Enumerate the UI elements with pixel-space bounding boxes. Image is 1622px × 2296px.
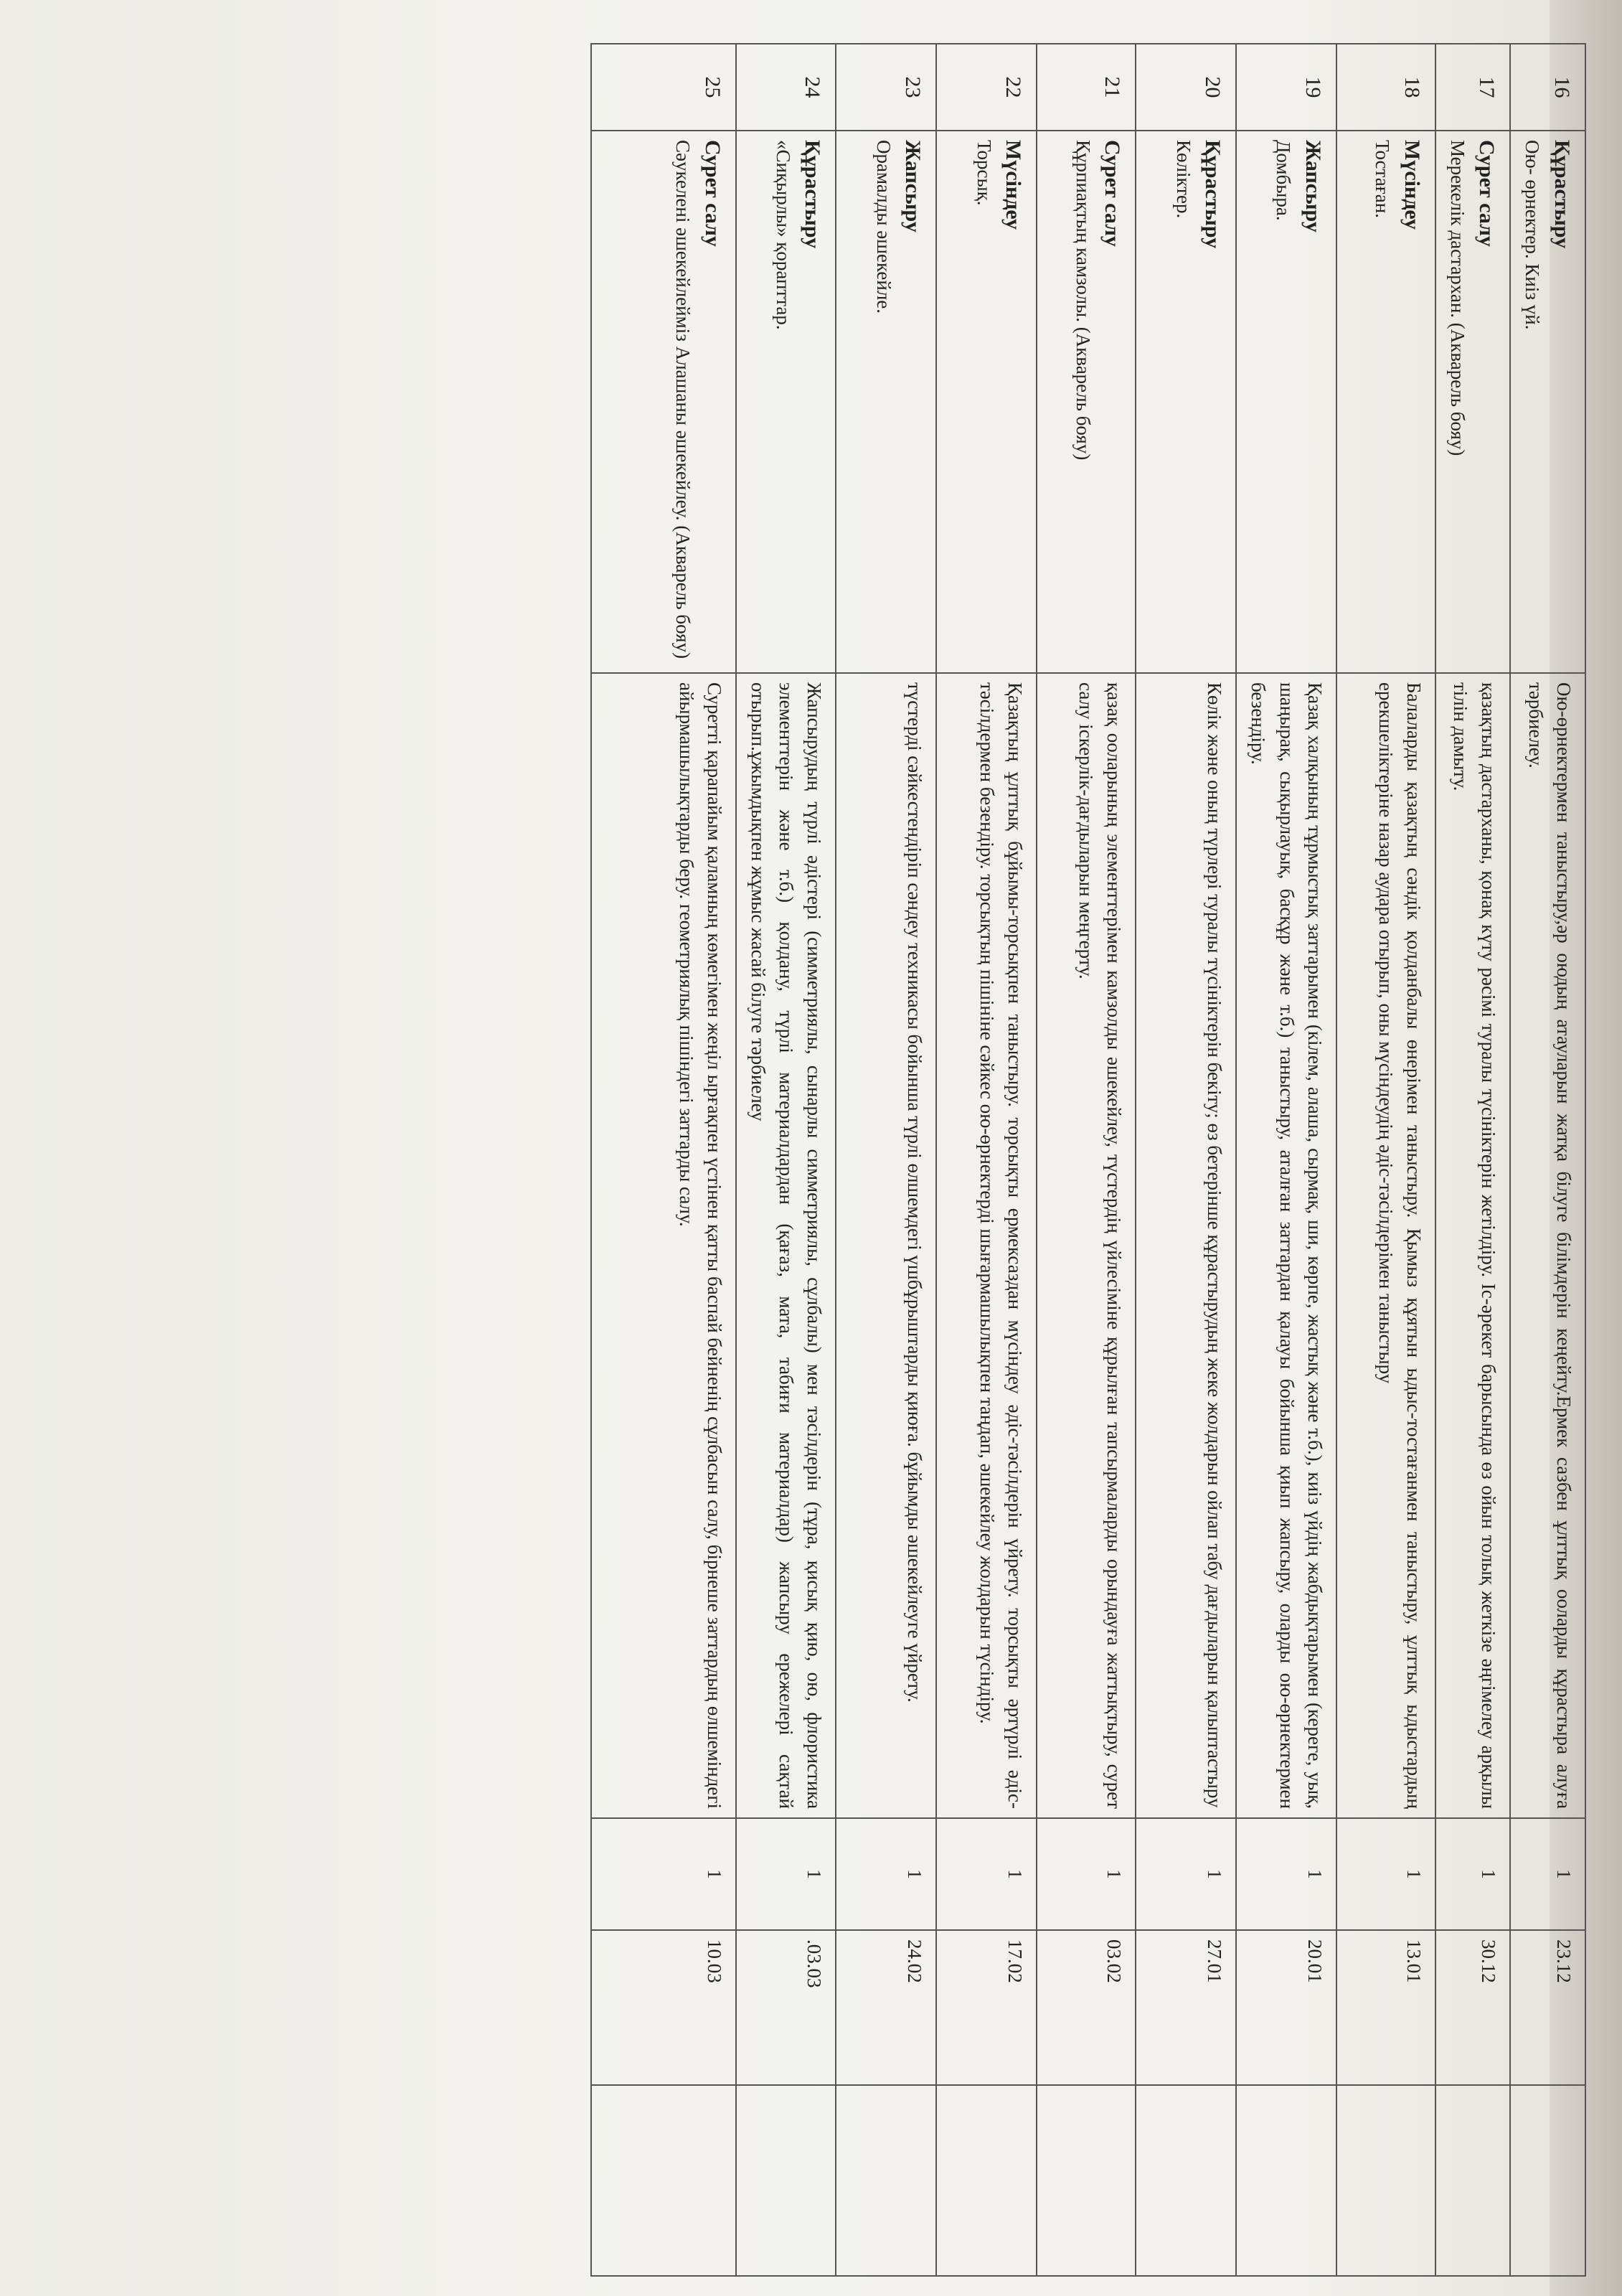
lesson-topic: Орамалды әшекейле. [872, 140, 895, 314]
lesson-goal: Қазақтың ұлттық бұйымы-торсықпен таныстыру. торсықты ермексаздан мүсіндеу әдіс-тәсілдерін үйрету. торсықты әртүрлі әдіс-тәсілдермен безендіру. торсықтың пішініне сәйкес ою-өрнектерді шығармашылықпен таңдап, әшекейлеу жолдарын түсіндіру. [936, 673, 1037, 1818]
lesson-goal: Қазақ халқының тұрмыстық заттарымен (кілем, алаша, сырмақ, ши, көрпе, жастық және т.б.), киіз үйдің жабдықтарымен (кереге, уық, шаңырақ, сықырлауық, басқұр және т.б.) таныстыру, аталған заттардан қалауы бойынша қиып жапсыру, оларды ою-өрнектермен безендіру. [1236, 673, 1336, 1818]
note-cell [591, 2085, 736, 2276]
lesson-date: 23.12 [1510, 1930, 1585, 2085]
note-cell [1336, 2085, 1435, 2276]
lesson-date: 24.02 [836, 1930, 936, 2085]
table-row [836, 44, 936, 2276]
note-cell [736, 2085, 836, 2276]
hours-count: 1 [1510, 1818, 1585, 1930]
lesson-topic: Ою- өрнектер. Киіз үй. [1522, 140, 1544, 330]
lesson-topic: Тостаған. [1372, 140, 1394, 218]
table-row [1236, 44, 1336, 2276]
section-title: Мүсіндеу [1400, 140, 1424, 230]
table-row [591, 44, 736, 2276]
note-cell [1037, 2085, 1136, 2276]
note-cell [1435, 2085, 1511, 2276]
table-row [1435, 44, 1511, 2276]
lesson-goal: Ою-өрнектермен таныстыру,әр оюдың атауларын жатқа білуге білімдерін кеңейту.Ермек сазбен ұлттық ооларды құрастыра алуға тәрбиелеу. [1510, 673, 1585, 1818]
section-title: Сурет салу [1475, 140, 1499, 247]
table-row [1136, 44, 1236, 2276]
lesson-date: 10.03 [591, 1930, 736, 2085]
row-number: 18 [1336, 44, 1435, 131]
lesson-goal: қазақ ооларының элементтерімен камзолды әшекейлеу, түстердің үйлесіміне құрылған тапсырмаларды орындауға жаттықтыру, сурет салу іскерлік-дағдыларын меңгерту. [1037, 673, 1136, 1818]
lesson-goal: Көлік және оның түрлері туралы түсініктерін бекіту; өз бетерінше құрастырудың жеке жолдарын ойлап табу дағдыларын қалыптастыру [1136, 673, 1236, 1818]
topic-cell [1435, 131, 1511, 673]
hours-count: 1 [591, 1818, 736, 1930]
topic-cell [736, 131, 836, 673]
topic-cell [1510, 131, 1585, 673]
topic-cell [591, 131, 736, 673]
table-row [1336, 44, 1435, 2276]
hours-count: 1 [736, 1818, 836, 1930]
lesson-date: 27.01 [1136, 1930, 1236, 2085]
hours-count: 1 [1336, 1818, 1435, 1930]
table-body [591, 44, 1585, 2276]
hours-count: 1 [936, 1818, 1037, 1930]
lesson-plan-table [590, 43, 1586, 2277]
section-title: Сурет салу [700, 140, 725, 247]
hours-count: 1 [836, 1818, 936, 1930]
lesson-goal: Суретті қарапайым қаламның көмегімен жеңіл ырғақпен үстінен қатты баспай бейненің сұлбасын салу, бірнеше заттардың өлшеміндегі айырмашылықтарды беру. геометриялық пішіндегі заттарды салу. [591, 673, 736, 1818]
row-number: 17 [1435, 44, 1511, 131]
hours-count: 1 [1136, 1818, 1236, 1930]
lesson-goal: қазақтың дастарханы, қонақ күту рәсімі туралы түсініктерін жетілдіру. Іс-әрекет барысында өз ойын толық жеткізе әңгімелеу арқылы тілін дамыту. [1435, 673, 1511, 1818]
note-cell [936, 2085, 1037, 2276]
lesson-date: 17.02 [936, 1930, 1037, 2085]
note-cell [1136, 2085, 1236, 2276]
table-row [736, 44, 836, 2276]
row-number: 25 [591, 44, 736, 131]
hours-count: 1 [1435, 1818, 1511, 1930]
lesson-topic: Көліктер. [1172, 140, 1194, 219]
row-number: 23 [836, 44, 936, 131]
topic-cell [1336, 131, 1435, 673]
topic-cell [836, 131, 936, 673]
hours-count: 1 [1037, 1818, 1136, 1930]
lesson-topic: Домбыра. [1273, 140, 1295, 221]
section-title: Мүсіндеу [1001, 140, 1026, 230]
note-cell [1236, 2085, 1336, 2276]
section-title: Құрастыру [1201, 140, 1225, 249]
lesson-date: 30.12 [1435, 1930, 1511, 2085]
row-number: 19 [1236, 44, 1336, 131]
section-title: Жапсыру [1301, 140, 1325, 232]
row-number: 20 [1136, 44, 1236, 131]
lesson-topic: Сәукелені әшекейлейміз Алашаны әшекейлеу. (Акварель бояу) [672, 140, 694, 659]
table-row [1510, 44, 1585, 2276]
table-row [1037, 44, 1136, 2276]
lesson-goal: Жапсырудың түрлі әдістері (симметриялы, сынарлы симметриялы, сұлбалы) мен тәсілдерін (тұра, қисық қию, ою, флористика элементтерін және т.б.) қолдану, түрлі материалдардан (қағаз, мата, табиғи материалдар) жапсыру ережелері сақтай отырып.ұжымдықпен жұмыс жасай білуге тәрбиелеу [736, 673, 836, 1818]
lesson-date: 20.01 [1236, 1930, 1336, 2085]
lesson-topic: «Сиқырлы» қорапттар. [772, 140, 794, 330]
section-title: Жапсыру [901, 140, 925, 232]
topic-cell [1037, 131, 1136, 673]
lesson-topic: Торсық. [973, 140, 995, 206]
section-title: Құрастыру [801, 140, 825, 249]
lesson-goal: түстерді сәйкестендіріп сәндеу техникасы бойынша түрлі өлшемдегі үшбұрыштарды қиюға. бұйымды әшекейлеуге үйрету. [836, 673, 936, 1818]
topic-cell [936, 131, 1037, 673]
row-number: 24 [736, 44, 836, 131]
lesson-goal: Балаларды қазақтың сәндік қолданбалы өнерімен таныстыру. Қымыз құятын ыдыс-тостағанмен таныстыру, ұлттық ыдыстардың ерекшеліктеріне назар аудара отырып, оны мүсіндеудің әдіс-тәсілдерімен таныстыру [1336, 673, 1435, 1818]
topic-cell [1236, 131, 1336, 673]
section-title: Құрастыру [1550, 140, 1574, 249]
hours-count: 1 [1236, 1818, 1336, 1930]
topic-cell [1136, 131, 1236, 673]
lesson-date: 03.02 [1037, 1930, 1136, 2085]
row-number: 22 [936, 44, 1037, 131]
row-number: 21 [1037, 44, 1136, 131]
note-cell [836, 2085, 936, 2276]
note-cell [1510, 2085, 1585, 2276]
lesson-date: 13.01 [1336, 1930, 1435, 2085]
row-number: 16 [1510, 44, 1585, 131]
section-title: Сурет салу [1100, 140, 1125, 247]
lesson-topic: Құрпиақтың камзолы. (Акварель бояу) [1072, 140, 1094, 461]
table-row [936, 44, 1037, 2276]
lesson-date: .03.03 [736, 1930, 836, 2085]
lesson-topic: Мерекелік дастархан. (Акварель бояу) [1446, 140, 1468, 456]
